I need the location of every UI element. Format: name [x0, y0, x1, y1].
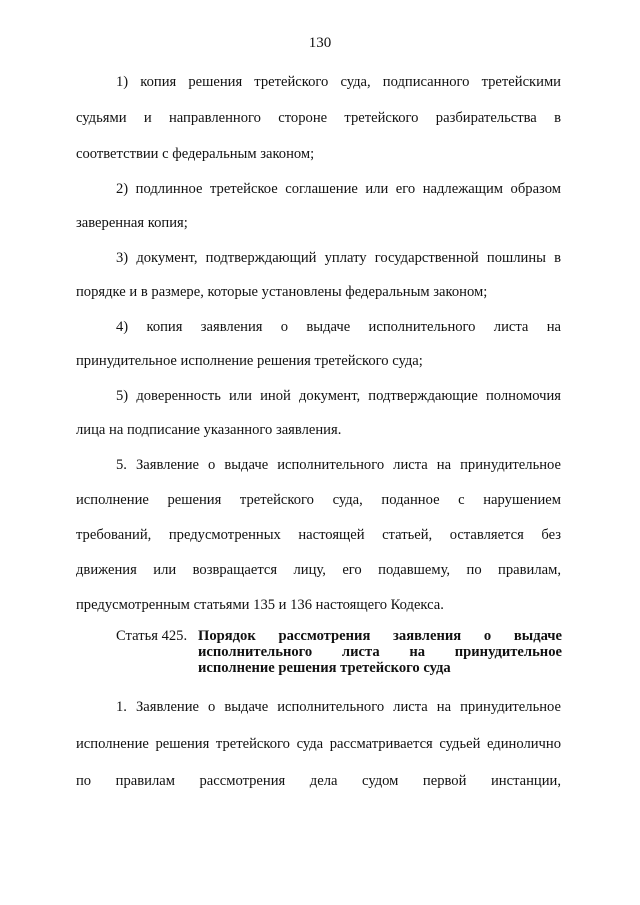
text-line: 5. Заявление о выдаче исполнительного листа на принудительное [116, 457, 561, 473]
text-line: соответствии с федеральным законом; [76, 146, 315, 162]
text-line: 1) копия решения третейского суда, подписанного третейскими [116, 74, 561, 90]
text-line: заверенная копия; [76, 215, 188, 231]
text-line: 1. Заявление о выдаче исполнительного листа на принудительное [116, 699, 561, 715]
article-title-line: Порядок рассмотрения заявления о выдаче [198, 628, 562, 644]
text-line: 3) документ, подтверждающий уплату государственной пошлины в [116, 250, 561, 266]
text-line: по правилам рассмотрения дела судом первой инстанции, [76, 773, 561, 789]
text-line: 5) доверенность или иной документ, подтверждающие полномочия [116, 388, 561, 404]
page-number: 130 [308, 35, 332, 51]
article-title [198, 628, 562, 676]
text-line: 2) подлинное третейское соглашение или его надлежащим образом [116, 181, 561, 197]
article-title-line: исполнение решения третейского суда [198, 660, 451, 676]
text-line: 4) копия заявления о выдаче исполнительного листа на [116, 319, 561, 335]
text-line: принудительное исполнение решения третейского суда; [76, 353, 423, 369]
text-line: движения или возвращается лицу, его подавшему, по правилам, [76, 562, 561, 578]
article-title-line: исполнительного листа на принудительное [198, 644, 562, 660]
text-line: предусмотренным статьями 135 и 136 настоящего Кодекса. [76, 597, 444, 613]
text-line: исполнение решения третейского суда рассматривается судьей единолично [76, 736, 561, 752]
text-line: исполнение решения третейского суда, поданное с нарушением [76, 492, 561, 508]
article-number: Статья 425. [116, 628, 188, 644]
text-line: лица на подписание указанного заявления. [76, 422, 342, 438]
text-line: требований, предусмотренных настоящей статьей, оставляется без [76, 527, 561, 543]
text-line: судьями и направленного стороне третейского разбирательства в [76, 110, 561, 126]
text-line: порядке и в размере, которые установлены федеральным законом; [76, 284, 488, 300]
